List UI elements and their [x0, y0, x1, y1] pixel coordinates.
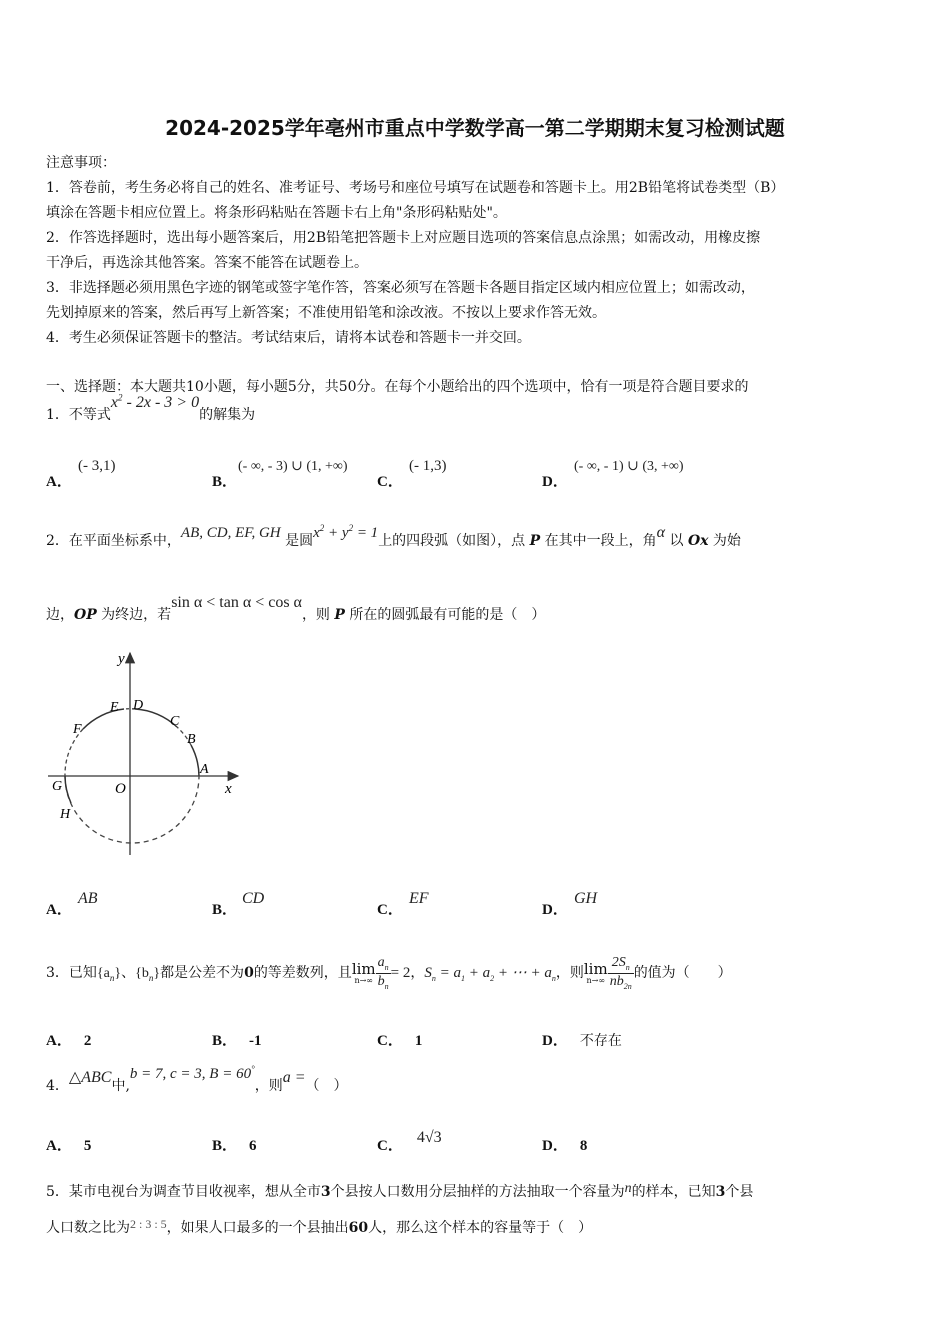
point-d-label: D: [133, 698, 144, 713]
question-5-line-2: 人口数之比为2 : 3 : 5，如果人口最多的一个县抽出60人，那么这个样本的容量等于（ ）: [46, 1217, 593, 1236]
option-a[interactable]: A． 2: [46, 1033, 92, 1049]
question-2-line-1: 2．在平面坐标系中，AB, CD, EF, GH 是圆$x^2 + y^2 = 1$上的四段弧（如图），点 P 在其中一段上，角α 以 Ox 为始: [46, 523, 741, 549]
notice-heading: 注意事项：: [46, 155, 116, 171]
point-e-label: E: [110, 700, 119, 715]
option-b[interactable]: B． -1: [212, 1033, 262, 1049]
option-b-value: (- ∞, - 3) ∪ (1, +∞): [238, 459, 348, 474]
option-c[interactable]: C． 4√3: [377, 1129, 442, 1154]
option-c[interactable]: C．: [377, 902, 403, 918]
point-a-label: A: [200, 762, 209, 777]
option-a[interactable]: A．: [46, 902, 72, 918]
notice-line: 4．考生必须保证答题卡的整洁。考试结束后，请将本试卷和答题卡一并交回。: [46, 330, 531, 346]
point-c-label: C: [170, 714, 180, 729]
option-b[interactable]: B．: [212, 902, 238, 918]
question-4: 4．△ABC中,b = 7, c = 3, B = 60°，则a =（ ）: [46, 1064, 348, 1094]
point-b-label: B: [187, 732, 196, 747]
question-number: 2．: [46, 533, 69, 549]
question-3: 3．已知$\{a_n\}$、$\{b_n\}$都是公差不为0的等差数列，且lim n→∞ $\frac{a_n}{b_n}$ = 2，$S_n = a_1 + a_2$ + ⋯ + $a_n$，则lim n→∞ $\frac{2S_n}{nb_{2n}}$ 的值为（ ）: [46, 955, 732, 991]
option-d-value: (- ∞, - 1) ∪ (3, +∞): [574, 459, 684, 474]
option-c[interactable]: C． 1: [377, 1033, 423, 1049]
notice-line: 3．非选择题必须用黑色字迹的钢笔或签字笔作答，答案必须写在答题卡各题目指定区域内相应位置上；如需改动，: [46, 280, 755, 296]
y-axis-label: y: [118, 651, 125, 667]
option-d[interactable]: D． 不存在: [542, 1033, 622, 1049]
question-number: 3．: [46, 965, 69, 982]
lower-dashed-arc: [65, 776, 199, 843]
question-number: 1．: [46, 407, 69, 423]
option-a[interactable]: A． 5: [46, 1138, 92, 1154]
notice-line: 2．作答选择题时，选出每小题答案后，用2B铅笔把答题卡上对应题目选项的答案信息点涂黑；如需改动，用橡皮擦: [46, 230, 761, 246]
option-d-value: GH: [574, 890, 598, 907]
option-b[interactable]: B． 6: [212, 1138, 257, 1154]
unit-circle-figure: [40, 645, 250, 860]
notice-line: 先划掉原来的答案，然后再写上新答案；不准使用铅笔和涂改液。不按以上要求作答无效。: [46, 305, 606, 321]
x-axis-label: x: [225, 781, 232, 797]
option-a[interactable]: A．: [46, 474, 72, 490]
section-header: 一、选择题：本大题共10小题，每小题5分，共50分。在每个小题给出的四个选项中，恰有一项是符合题目要求的: [46, 379, 749, 395]
point-f-label: F: [73, 722, 82, 737]
point-h-label: H: [60, 807, 71, 822]
option-a-value: AB: [78, 890, 98, 907]
question-number: 5．: [46, 1184, 69, 1200]
arc-gh: [65, 776, 71, 803]
option-c-value: EF: [409, 890, 429, 907]
option-d[interactable]: D．: [542, 474, 568, 490]
question-5-line-1: 5．某市电视台为调查节目收视率，想从全市3个县按人口数用分层抽样的方法抽取一个容量为n的样本，已知3个县: [46, 1181, 754, 1200]
arc-ab: [191, 745, 199, 776]
question-2-line-2: 边，OP 为终边，若sin α < tan α < cos α，则 P 所在的圆弧最有可能的是（ ）: [46, 594, 546, 623]
origin-label: O: [115, 781, 126, 797]
option-b-value: CD: [242, 890, 265, 907]
option-a-value: (- 3,1): [78, 458, 116, 474]
question-number: 4．: [46, 1078, 69, 1094]
option-b[interactable]: B．: [212, 474, 238, 490]
option-d[interactable]: D．: [542, 902, 568, 918]
notice-line: 干净后，再选涂其他答案。答案不能答在试题卷上。: [46, 255, 368, 271]
inequality: sin α < tan α < cos α: [171, 594, 302, 611]
page-title: 2024-2025学年亳州市重点中学数学高一第二学期期末复习检测试题: [165, 116, 785, 140]
point-g-label: G: [52, 779, 63, 794]
notice-line: 填涂在答题卡相应位置上。将条形码粘贴在答题卡右上角"条形码粘贴处"。: [46, 205, 507, 221]
arc-list: AB, CD, EF, GH: [180, 525, 281, 541]
option-c[interactable]: C．: [377, 474, 403, 490]
question-1: 1．不等式$x^2 - 2x - 3 > 0$的解集为: [46, 392, 256, 423]
option-c-value: (- 1,3): [409, 458, 447, 474]
option-d[interactable]: D． 8: [542, 1138, 588, 1154]
notice-line: 1．答卷前，考生务必将自己的姓名、准考证号、考场号和座位号填写在试题卷和答题卡上。用2B铅笔将试卷类型（B）: [46, 180, 785, 196]
